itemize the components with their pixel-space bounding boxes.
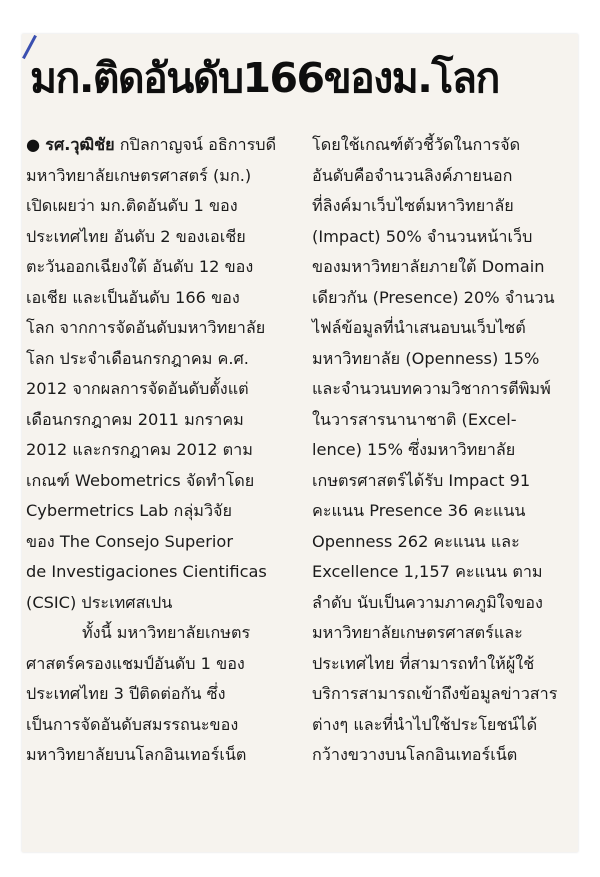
bullet-icon: ● [26, 135, 41, 154]
article-line: เอเชีย และเป็นอันดับ 166 ของ [26, 287, 240, 307]
article-line: ประเทศไทย 3 ปีติดต่อกัน ซึ่ง [26, 684, 226, 703]
article-line: Excellence 1,157 คะแนน ตาม [312, 562, 543, 581]
article-line: อันดับคือจำนวนลิงค์ภายนอก [312, 165, 513, 185]
article-line: lence) 15% ซึ่งมหาวิทยาลัย [312, 440, 516, 459]
article-line: 2012 จากผลการจัดอันดับตั้งแต่ [26, 379, 249, 398]
article-line: มหาวิทยาลัยเกษตรศาสตร์ (มก.) [26, 165, 252, 185]
article-line: ตะวันออกเฉียงใต้ อันดับ 12 ของ [26, 257, 254, 276]
article-line: โดยใช้เกณฑ์ตัวชี้วัดในการจัด [312, 135, 521, 154]
article-column-right [312, 130, 574, 771]
article-line: เดียวกัน (Presence) 20% จำนวน [312, 287, 555, 307]
headline: มก.ติดอันดับ166ของม.โลก [30, 54, 499, 102]
article-line: กว้างขวางบนโลกอินเทอร์เน็ต [312, 745, 518, 764]
newspaper-clipping [22, 34, 578, 852]
article-line: และจำนวนบทความวิชาการตีพิมพ์ [312, 379, 551, 398]
article-line: (Impact) 50% จำนวนหน้าเว็บ [312, 226, 533, 246]
article-line: Cybermetrics Lab กลุ่มวิจัย [26, 501, 233, 520]
article-line: ของ The Consejo Superior [26, 531, 233, 551]
article-line: โลก ประจำเดือนกรกฎาคม ค.ศ. [26, 348, 249, 368]
article-line: เปิดเผยว่า มก.ติดอันดับ 1 ของ [26, 196, 238, 215]
article-line: ในวารสารนานาชาติ (Excel- [312, 409, 517, 429]
article-column-left [26, 130, 292, 771]
article-line: มหาวิทยาลัยเกษตรศาสตร์และ [312, 623, 523, 642]
article-line: มหาวิทยาลัย (Openness) 15% [312, 348, 540, 368]
article-line: de Investigaciones Cientificas [26, 562, 267, 581]
article-line: 2012 และกรกฎาคม 2012 ตาม [26, 440, 253, 459]
article-text: กปิลกาญจน์ อธิการบดี [114, 135, 277, 154]
article-line: เกณฑ์ Webometrics จัดทำโดย [26, 470, 255, 490]
article-line: ศาสตร์ครองแชมป์อันดับ 1 ของ [26, 653, 245, 673]
article-line: โลก จากการจัดอันดับมหาวิทยาลัย [26, 318, 266, 337]
article-line: ต่างๆ และที่นำไปใช้ประโยชน์ได้ [312, 714, 538, 734]
article-line: ลำดับ นับเป็นความภาคภูมิใจของ [312, 592, 543, 612]
article-line: ประเทศไทย อันดับ 2 ของเอเชีย [26, 226, 246, 246]
article-line: บริการสามารถเข้าถึงข้อมูลข่าวสาร [312, 684, 558, 703]
article-line: มหาวิทยาลัยบนโลกอินเทอร์เน็ต [26, 745, 247, 764]
article-line: เกษตรศาสตร์ได้รับ Impact 91 [312, 470, 531, 490]
article-line: Openness 262 คะแนน และ [312, 531, 520, 551]
article-line [26, 130, 292, 161]
article-line: ที่ลิงค์มาเว็บไซต์มหาวิทยาลัย [312, 196, 514, 215]
byline-name: รศ.วุฒิชัย [45, 135, 115, 154]
article-line: ประเทศไทย ที่สามารถทำให้ผู้ใช้ [312, 653, 535, 673]
article-line: ของมหาวิทยาลัยภายใต้ Domain [312, 257, 545, 276]
article-line: ไฟล์ข้อมูลที่นำเสนอบนเว็บไซต์ [312, 318, 526, 337]
article-line: เป็นการจัดอันดับสมรรถนะของ [26, 714, 239, 734]
article-line: คะแนน Presence 36 คะแนน [312, 501, 526, 520]
article-line: เดือนกรกฎาคม 2011 มกราคม [26, 409, 244, 429]
article-line: ทั้งนี้ มหาวิทยาลัยเกษตร [82, 623, 251, 642]
article-line: (CSIC) ประเทศสเปน [26, 592, 173, 612]
